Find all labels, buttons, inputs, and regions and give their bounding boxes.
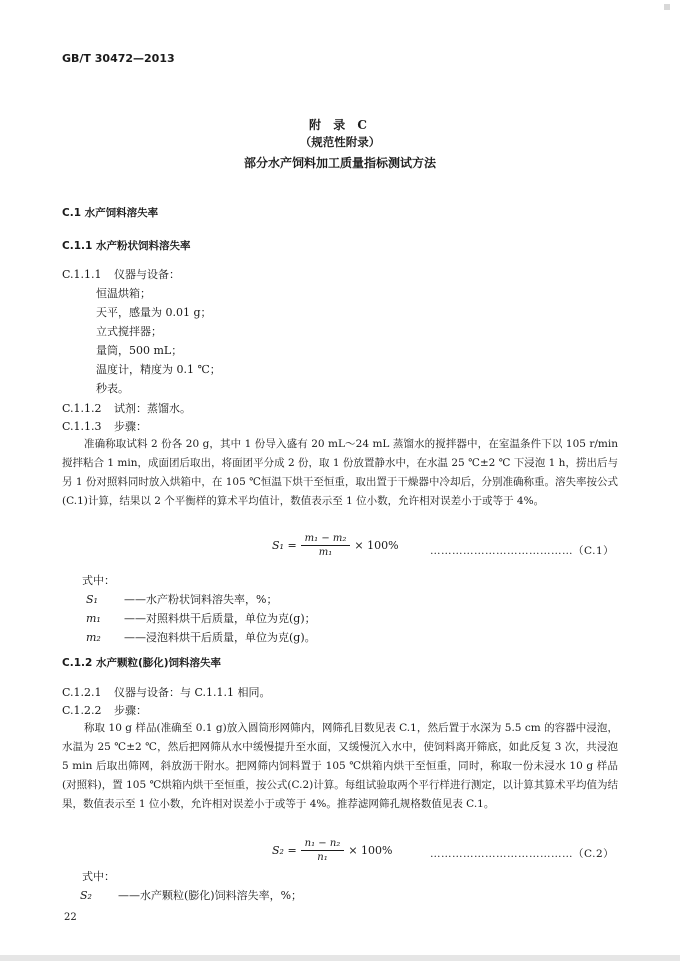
clause-text: 仪器与设备：与 C.1.1.1 相同。 — [114, 686, 271, 699]
clause-number: C.1.1.3 — [62, 420, 102, 433]
clause-c122 — [62, 704, 147, 718]
formula-number: …………………………………（C.2） — [430, 848, 615, 860]
formula-number: …………………………………（C.1） — [430, 545, 615, 557]
appendix-nature: （规范性附录） — [299, 135, 381, 149]
equipment-item: 天平，感量为 0.01 g； — [96, 306, 212, 319]
clause-c112 — [62, 402, 191, 416]
page-number: 22 — [64, 912, 77, 923]
equipment-item: 恒温烘箱； — [96, 287, 151, 300]
formula-tail: × 100% — [348, 844, 393, 857]
formula-denominator: n₁ — [317, 852, 328, 863]
appendix-title: 附 录 C — [309, 118, 371, 132]
clause-c121 — [62, 686, 271, 700]
section-c11-heading: C.1.1 水产粉状饲料溶失率 — [62, 240, 191, 252]
formula-fraction — [301, 533, 351, 558]
formula-c2 — [272, 838, 392, 863]
appendix-name: 部分水产饲料加工质量指标测试方法 — [243, 156, 436, 170]
scan-mark — [664, 4, 670, 10]
formula-tail: × 100% — [354, 539, 399, 552]
standard-code: GB/T 30472—2013 — [62, 52, 175, 65]
section-c12-heading: C.1.2 水产颗粒(膨化)饲料溶失率 — [62, 657, 222, 669]
formula-numerator: m₁ − m₂ — [301, 533, 351, 546]
procedure-paragraph-1: 准确称取试料 2 份各 20 g，其中 1 份导入盛有 20 mL～24 mL 蒸馏水的搅拌器中，在室温条件下以 105 r/min 搅拌粘合 1 min，成面团后取出，将面团平分成 2 份，取 1 份放置静水中，在水温 25 ℃±2 ℃ 下浸泡 1 h，捞出后与另 1 份对照料同时放入烘箱中，在 105 ℃恒温下烘干至恒重，取出置于干燥器中冷却后，分别准确称重。溶失率按公式(C.1)计算，结果以 2 个平衡样的算术平均值计，数值表示至 1 位小数，允许相对误差小于或等于 4%。 — [62, 438, 618, 507]
clause-text: 仪器与设备： — [114, 268, 180, 281]
equipment-item: 温度计，精度为 0.1 ℃； — [96, 363, 221, 376]
variable-symbol: m₁ — [86, 612, 101, 625]
variable-definition — [86, 593, 277, 607]
clause-text: 试剂：蒸馏水。 — [114, 402, 191, 415]
formula-c1 — [272, 533, 399, 558]
clause-c111 — [62, 268, 180, 282]
clause-number: C.1.2.2 — [62, 704, 102, 717]
variable-definition — [86, 631, 316, 645]
procedure-paragraph-2: 称取 10 g 样品(准确至 0.1 g)放入圆筒形网筛内，网筛孔目数见表 C.1，然后置于水深为 5.5 cm 的容器中浸泡，水温为 25 ℃±2 ℃，然后把网筛从水中缓慢提升至水面，又缓慢沉入水中，使饲料离开筛底，如此反复 3 次，共浸泡 5 min 后取出筛网，斜放沥干附水。把网筛内饲料置于 105 ℃烘箱内烘干至恒重，同时，称取一份未浸水 10 g 样品(对照料)，置 105 ℃烘箱内烘干至恒重，按公式(C.2)计算。每组试验取两个平行样进行测定，以计算其算术平均值为结果，数值表示至 1 位小数，允许相对误差小于或等于 4%。推荐滤网筛孔规格数值见表 C.1。 — [62, 722, 618, 810]
formula-numerator: n₁ − n₂ — [301, 838, 345, 851]
clause-text: 步骤： — [114, 704, 147, 717]
equipment-item: 量筒，500 mL； — [96, 344, 183, 357]
equipment-item: 立式搅拌器； — [96, 325, 162, 338]
where-label: 式中： — [82, 574, 115, 587]
clause-text: 步骤： — [114, 420, 147, 433]
variable-text: ——水产颗粒(膨化)饲料溶失率，%； — [118, 889, 303, 902]
variable-definition — [80, 889, 302, 903]
variable-symbol: S₂ — [80, 889, 92, 902]
variable-symbol: m₂ — [86, 631, 101, 644]
clause-c113 — [62, 420, 147, 434]
clause-number: C.1.1.1 — [62, 268, 102, 281]
variable-text: ——水产粉状饲料溶失率，%； — [124, 593, 278, 606]
formula-fraction — [301, 838, 345, 863]
formula-denominator: m₁ — [318, 547, 333, 558]
where-label: 式中： — [82, 870, 115, 883]
equipment-item: 秒表。 — [96, 382, 129, 395]
clause-number: C.1.2.1 — [62, 686, 102, 699]
formula-lhs: S₂ = — [272, 844, 297, 857]
variable-symbol: S₁ — [86, 593, 98, 606]
variable-text: ——浸泡料烘干后质量，单位为克(g)。 — [124, 631, 316, 644]
page-shadow — [0, 955, 680, 961]
formula-lhs: S₁ = — [272, 539, 297, 552]
section-c1-heading: C.1 水产饲料溶失率 — [62, 207, 159, 219]
variable-definition — [86, 612, 316, 626]
clause-number: C.1.1.2 — [62, 402, 102, 415]
variable-text: ——对照料烘干后质量，单位为克(g)； — [124, 612, 316, 625]
